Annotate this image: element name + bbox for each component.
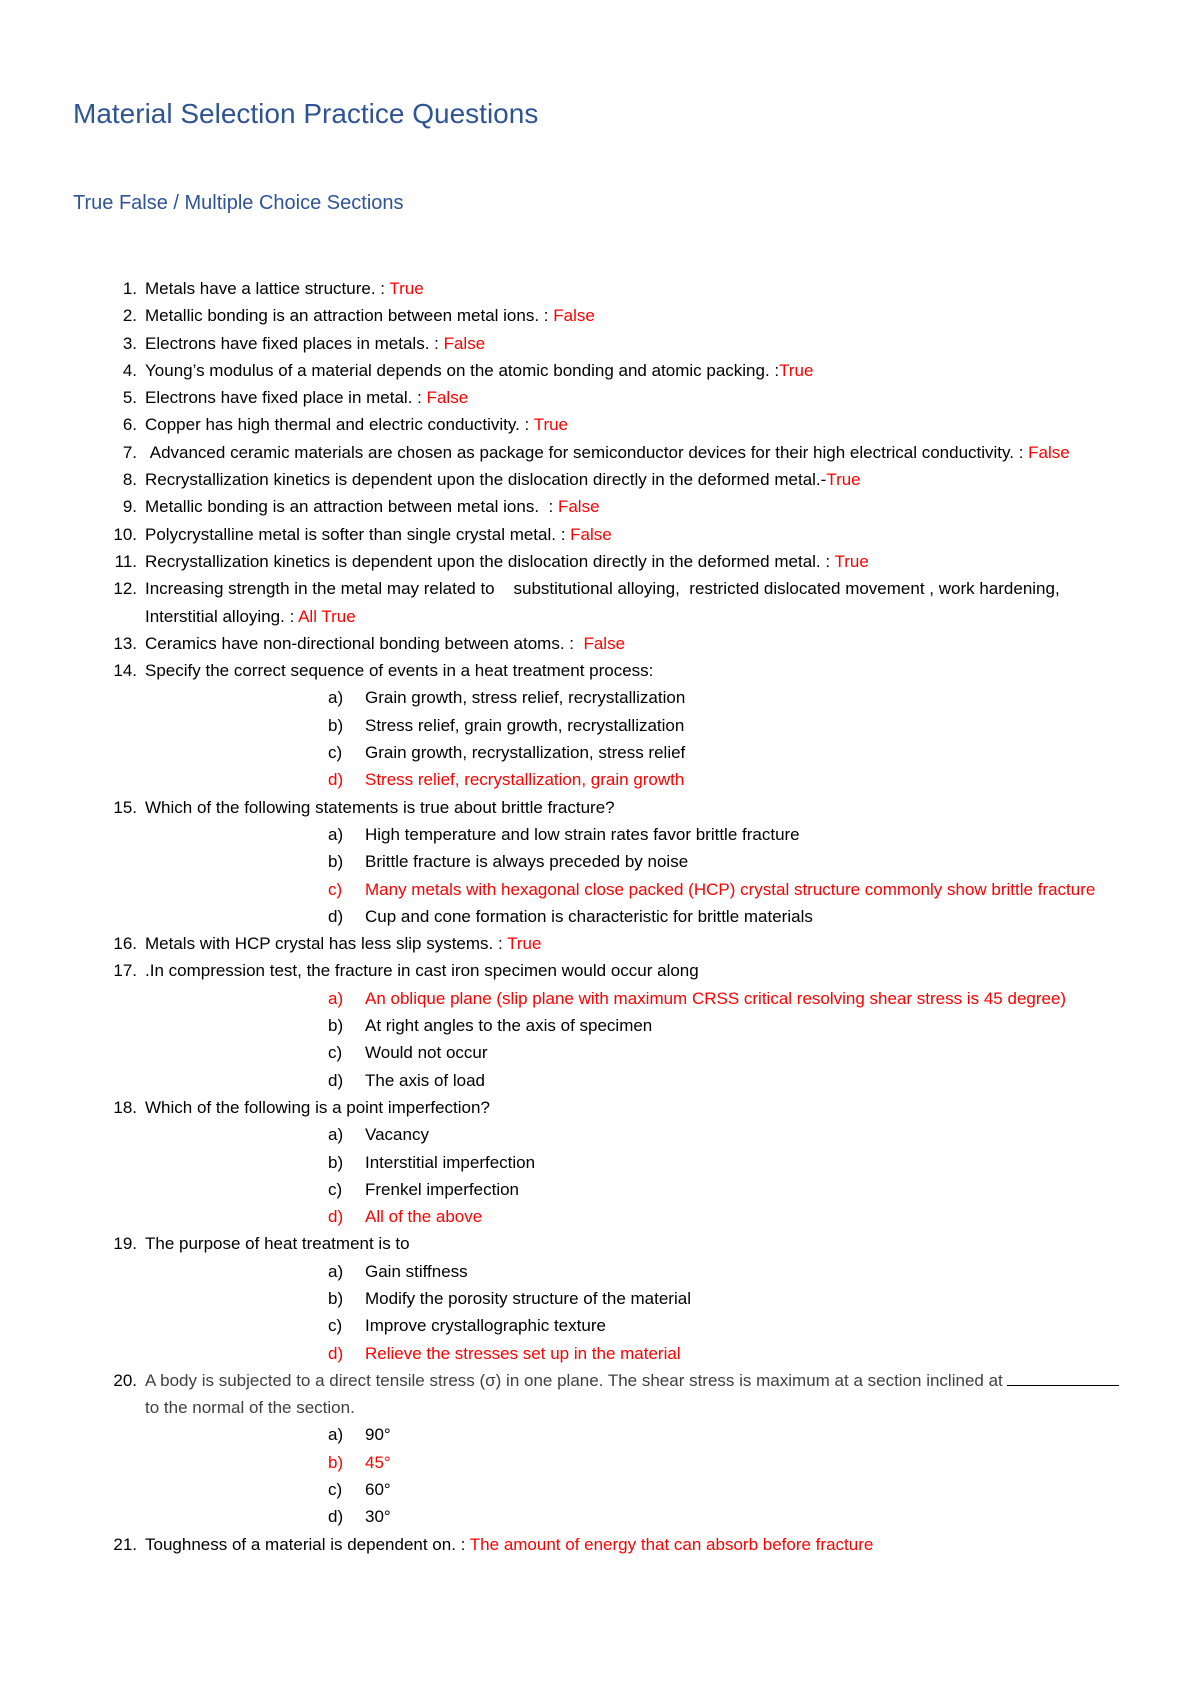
option-label: d) xyxy=(328,770,344,790)
answer-text: False xyxy=(426,388,469,408)
question-item xyxy=(0,957,1200,1093)
question-item xyxy=(0,794,1200,930)
option-label: b) xyxy=(328,852,344,872)
question-text: Metals with HCP crystal has less slip systems. : xyxy=(145,934,508,954)
option-item xyxy=(145,903,1130,930)
option-text: Cup and cone formation is characteristic for brittle materials xyxy=(365,906,813,926)
option-item xyxy=(145,1012,1130,1039)
option-item xyxy=(145,684,1130,711)
option-item xyxy=(145,1285,1130,1312)
option-item xyxy=(145,1067,1130,1094)
question-text: Recrystallization kinetics is dependent upon the dislocation directly in the deformed metal.- xyxy=(145,470,827,490)
option-text: An oblique plane (slip plane with maximum CRSS critical resolving shear stress is 45 degree) xyxy=(365,988,1067,1008)
question-number: 14. xyxy=(113,661,137,681)
option-text: Stress relief, grain growth, recrystallization xyxy=(365,715,685,735)
question-item xyxy=(0,439,1200,466)
question-text: Increasing strength in the metal may related to substitutional alloying, restricted dislocated movement , work hardening, Interstitial alloying. : xyxy=(145,579,1065,626)
question-number: 18. xyxy=(113,1097,137,1117)
option-text: Improve crystallographic texture xyxy=(365,1316,606,1336)
question-item xyxy=(0,1094,1200,1230)
option-item xyxy=(145,1312,1130,1339)
question-number: 1. xyxy=(122,279,137,298)
option-item xyxy=(145,1258,1130,1285)
question-text: Metallic bonding is an attraction between metal ions. : xyxy=(145,497,558,517)
option-item xyxy=(145,1421,1130,1448)
question-item xyxy=(0,493,1200,520)
question-text: Recrystallization kinetics is dependent upon the dislocation directly in the deformed metal. : xyxy=(145,551,835,571)
question-list xyxy=(0,275,1200,1558)
section-heading: True False / Multiple Choice Sections xyxy=(73,192,404,214)
option-label: a) xyxy=(328,688,344,708)
option-text: Many metals with hexagonal close packed (HCP) crystal structure commonly show brittle fracture xyxy=(365,879,1096,899)
answer-text: True xyxy=(507,934,542,954)
option-text: 90° xyxy=(365,1425,391,1445)
option-text: 30° xyxy=(365,1507,391,1527)
question-item xyxy=(0,1531,1200,1558)
question-text: A body is subjected to a direct tensile stress (σ) in one plane. The shear stress is maximum at a section inclined at xyxy=(145,1370,1008,1390)
option-text: Relieve the stresses set up in the material xyxy=(365,1343,681,1363)
option-item xyxy=(145,1039,1130,1066)
question-item xyxy=(0,657,1200,793)
answer-text: False xyxy=(553,306,595,326)
option-list xyxy=(145,821,1130,930)
option-label: d) xyxy=(328,1343,344,1363)
answer-text: False xyxy=(1028,442,1070,462)
option-item-correct xyxy=(145,1340,1130,1367)
question-item xyxy=(0,466,1200,493)
option-label: c) xyxy=(328,1179,343,1199)
option-text: Modify the porosity structure of the material xyxy=(365,1288,691,1308)
question-text: Copper has high thermal and electric conductivity. : xyxy=(145,415,534,435)
question-text: Metals have a lattice structure. : xyxy=(145,279,390,298)
option-item xyxy=(145,1476,1130,1503)
question-number: 9. xyxy=(122,497,137,517)
option-text: Brittle fracture is always preceded by noise xyxy=(365,852,689,872)
question-number: 10. xyxy=(113,524,137,544)
option-item-correct xyxy=(145,1449,1130,1476)
question-number: 3. xyxy=(122,333,137,353)
option-item-correct xyxy=(145,876,1130,903)
question-text: The purpose of heat treatment is to xyxy=(145,1234,410,1254)
option-text: Frenkel imperfection xyxy=(365,1179,520,1199)
option-text: Stress relief, recrystallization, grain growth xyxy=(365,770,685,790)
option-label: b) xyxy=(328,1452,344,1472)
option-text: At right angles to the axis of specimen xyxy=(365,1016,653,1036)
question-number: 5. xyxy=(122,388,137,408)
question-number: 20. xyxy=(113,1370,137,1390)
question-number: 13. xyxy=(113,633,137,653)
page-title: Material Selection Practice Questions xyxy=(73,98,539,129)
question-text: Advanced ceramic materials are chosen as package for semiconductor devices for their high electrical conductivity. : xyxy=(145,442,1029,462)
option-label: d) xyxy=(328,1070,344,1090)
option-list xyxy=(145,985,1130,1094)
option-label: b) xyxy=(328,1288,344,1308)
option-text: 45° xyxy=(365,1452,391,1472)
question-text: Young’s modulus of a material depends on the atomic bonding and atomic packing. : xyxy=(145,360,780,380)
question-number: 15. xyxy=(113,797,137,817)
option-text: Would not occur xyxy=(365,1043,488,1063)
option-text: Grain growth, recrystallization, stress relief xyxy=(365,743,686,763)
answer-text: True xyxy=(826,470,861,490)
option-text: All of the above xyxy=(365,1207,483,1227)
option-item xyxy=(145,1149,1130,1176)
option-text: Vacancy xyxy=(365,1125,429,1145)
answer-text: All True xyxy=(298,606,356,626)
option-list xyxy=(145,684,1130,793)
answer-text: False xyxy=(443,333,486,353)
question-number: 17. xyxy=(113,961,137,981)
question-number: 19. xyxy=(113,1234,137,1254)
answer-text: True xyxy=(533,415,569,435)
option-label: c) xyxy=(328,1480,343,1500)
option-label: c) xyxy=(328,743,343,763)
question-item xyxy=(0,630,1200,657)
option-list xyxy=(145,1421,1130,1530)
option-label: c) xyxy=(328,879,343,899)
option-item xyxy=(145,1503,1130,1530)
question-text: Toughness of a material is dependent on. : xyxy=(145,1534,470,1554)
question-item xyxy=(0,275,1200,302)
option-item-correct xyxy=(145,766,1130,793)
option-item xyxy=(145,848,1130,875)
question-text: Ceramics have non-directional bonding between atoms. : xyxy=(145,633,584,653)
option-text: Grain growth, stress relief, recrystallization xyxy=(365,688,686,708)
answer-text: False xyxy=(570,524,612,544)
question-number: 16. xyxy=(113,934,137,954)
option-label: a) xyxy=(328,824,344,844)
option-text: Interstitial imperfection xyxy=(365,1152,536,1172)
option-text: Gain stiffness xyxy=(365,1261,468,1281)
option-item xyxy=(145,712,1130,739)
question-item xyxy=(0,575,1200,630)
option-item-correct xyxy=(145,1203,1130,1230)
question-text: Electrons have fixed place in metal. : xyxy=(145,388,427,408)
question-item xyxy=(0,548,1200,575)
question-number: 6. xyxy=(122,415,137,435)
question-item xyxy=(0,384,1200,411)
option-list xyxy=(145,1121,1130,1230)
option-label: a) xyxy=(328,1261,344,1281)
question-text: Which of the following is a point imperfection? xyxy=(145,1097,490,1117)
question-number: 7. xyxy=(122,442,137,462)
answer-text: The amount of energy that can absorb before fracture xyxy=(469,1534,874,1554)
option-label: c) xyxy=(328,1316,343,1336)
fill-in-blank xyxy=(1007,1369,1119,1386)
option-item-correct xyxy=(145,985,1130,1012)
question-number: 8. xyxy=(122,470,137,490)
option-item xyxy=(145,739,1130,766)
question-number: 11. xyxy=(114,551,137,571)
option-item xyxy=(145,821,1130,848)
option-label: a) xyxy=(328,988,344,1008)
option-label: a) xyxy=(328,1125,344,1145)
question-item xyxy=(0,1230,1200,1366)
question-text: Specify the correct sequence of events in a heat treatment process: xyxy=(145,661,654,681)
option-item xyxy=(145,1121,1130,1148)
question-number: 21. xyxy=(113,1534,137,1554)
question-number: 12. xyxy=(113,579,137,599)
option-text: The axis of load xyxy=(365,1070,486,1090)
option-list xyxy=(145,1258,1130,1367)
option-text: High temperature and low strain rates favor brittle fracture xyxy=(365,824,800,844)
question-item xyxy=(0,411,1200,438)
question-item xyxy=(0,302,1200,329)
option-label: b) xyxy=(328,1152,344,1172)
question-number: 4. xyxy=(122,360,137,380)
option-label: a) xyxy=(328,1425,344,1445)
answer-text: True xyxy=(834,551,869,571)
option-item xyxy=(145,1176,1130,1203)
question-text: Metallic bonding is an attraction between metal ions. : xyxy=(145,306,554,326)
answer-text: True xyxy=(389,279,424,298)
question-text: Which of the following statements is true about brittle fracture? xyxy=(145,797,615,817)
answer-text: False xyxy=(583,633,626,653)
question-item xyxy=(0,357,1200,384)
question-text: Polycrystalline metal is softer than single crystal metal. : xyxy=(145,524,571,544)
question-text: .In compression test, the fracture in cast iron specimen would occur along xyxy=(145,961,699,981)
question-text: Electrons have fixed places in metals. : xyxy=(145,333,444,353)
option-text: 60° xyxy=(365,1480,391,1500)
option-label: d) xyxy=(328,906,344,926)
option-label: c) xyxy=(328,1043,343,1063)
question-item xyxy=(0,330,1200,357)
answer-text: False xyxy=(557,497,600,517)
question-number: 2. xyxy=(122,306,137,326)
option-label: b) xyxy=(328,1016,344,1036)
question-item xyxy=(0,521,1200,548)
answer-text: True xyxy=(779,360,814,380)
question-item xyxy=(0,930,1200,957)
question-item xyxy=(0,1367,1200,1531)
option-label: b) xyxy=(328,715,344,735)
option-label: d) xyxy=(328,1207,344,1227)
question-text-continued: to the normal of the section. xyxy=(145,1370,1125,1418)
option-label: d) xyxy=(328,1507,344,1527)
